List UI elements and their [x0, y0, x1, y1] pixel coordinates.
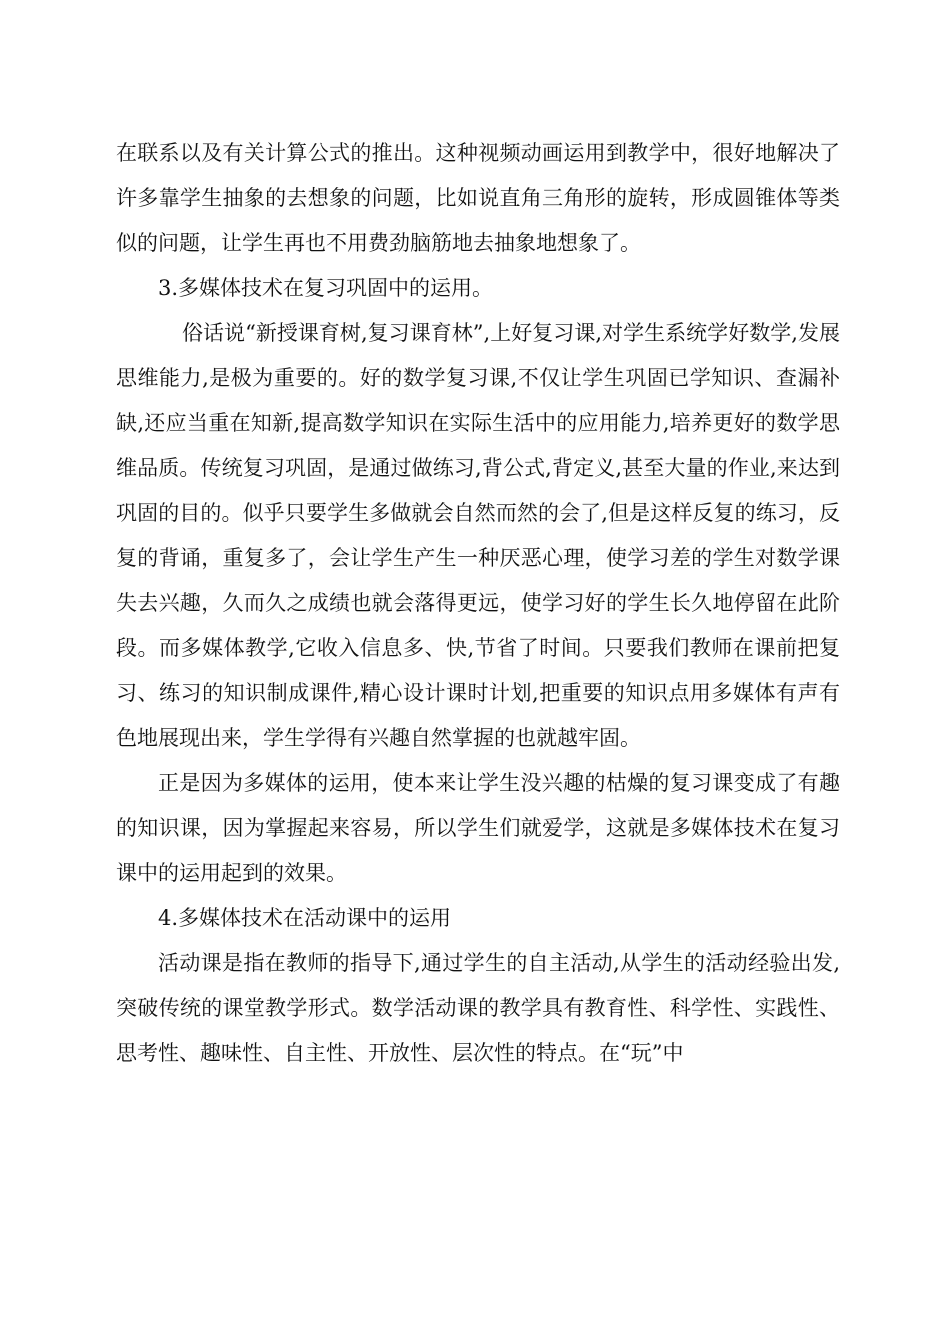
paragraph-review-course: 俗话说“新授课育树,复习课育林”,上好复习课,对学生系统学好数学,发展思维能力,是极为重要的。好的数学复习课,不仅让学生巩固已学知识、查漏补缺,还应当重在知新,提高数学知识在实际生活中的应用能力,培养更好的数学思维品质。传统复习巩固，是通过做练习,背公式,背定义,甚至大量的作业,来达到巩固的目的。似乎只要学生多做就会自然而然的会了,但是这样反复的练习，反复的背诵，重复多了，会让学生产生一种厌恶心理，使学习差的学生对数学课失去兴趣，久而久之成绩也就会落得更远，使学习好的学生长久地停留在此阶段。而多媒体教学,它收入信息多、快,节省了时间。只要我们教师在课前把复习、练习的知识制成课件,精心设计课时计划,把重要的知识点用多媒体有声有色地展现出来，学生学得有兴趣自然掌握的也就越牢固。 — [116, 321, 840, 750]
paragraph-continuation: 在联系以及有关计算公式的推出。这种视频动画运用到教学中，很好地解决了许多靠学生抽象的去想象的问题，比如说直角三角形的旋转，形成圆锥体等类似的问题，让学生再也不用费劲脑筋地去抽象地想象了。 — [116, 141, 840, 255]
document-body — [116, 131, 840, 1076]
paragraph-multimedia-effect: 正是因为多媒体的运用，使本来让学生没兴趣的枯燥的复习课变成了有趣的知识课，因为掌握起来容易，所以学生们就爱学，这就是多媒体技术在复习课中的运用起到的效果。 — [116, 771, 840, 885]
paragraph-activity-course: 活动课是指在教师的指导下,通过学生的自主活动,从学生的活动经验出发,突破传统的课堂教学形式。数学活动课的教学具有教育性、科学性、实践性、思考性、趣味性、自主性、开放性、层次性的特点。在“玩”中 — [116, 951, 840, 1065]
section-heading-3: 3.多媒体技术在复习巩固中的运用。 — [158, 276, 494, 300]
section-heading-4: 4.多媒体技术在活动课中的运用 — [158, 906, 452, 930]
